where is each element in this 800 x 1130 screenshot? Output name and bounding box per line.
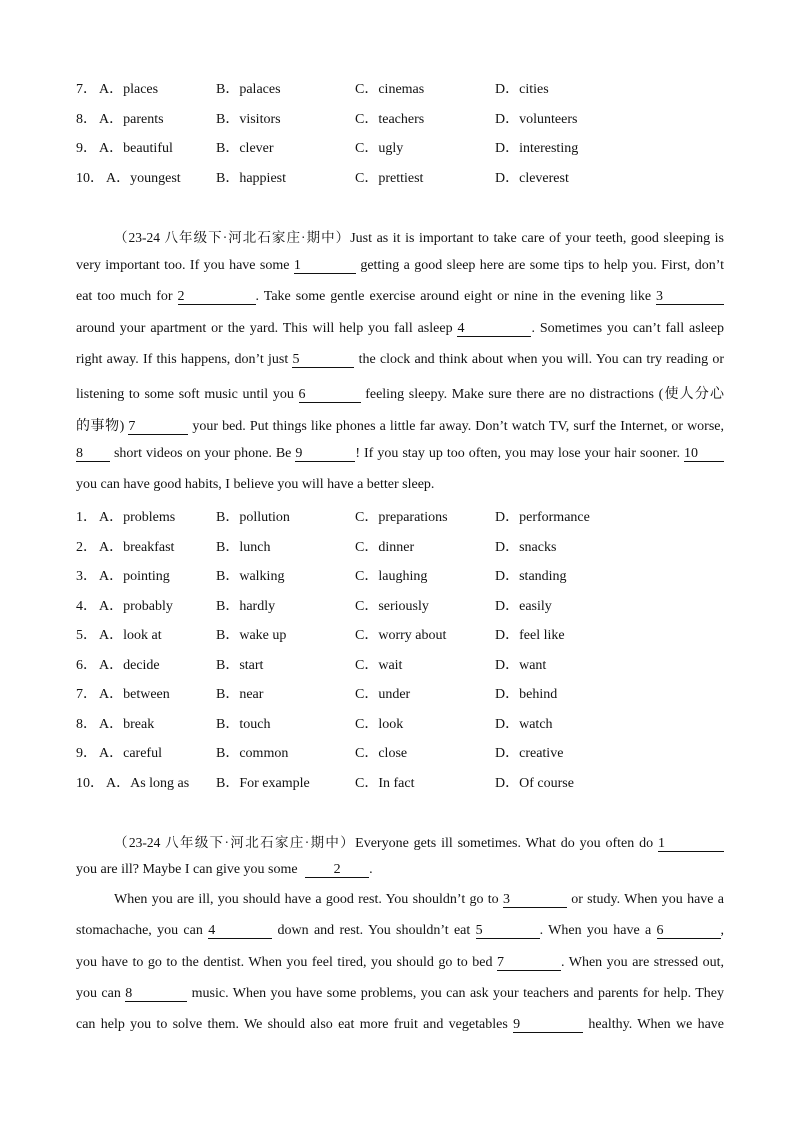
question-row bbox=[76, 595, 724, 615]
question-number: 1． bbox=[76, 510, 97, 525]
passage-line: you can have good habits, I believe you will have a better sleep. bbox=[76, 477, 435, 492]
question-number: 6． bbox=[76, 657, 97, 673]
option-c[interactable]: C．dinner bbox=[355, 539, 415, 555]
option-c[interactable]: C．under bbox=[355, 687, 411, 702]
option-b[interactable]: B．hardly bbox=[216, 598, 276, 614]
blank-6[interactable]: 6 bbox=[299, 387, 361, 403]
option-d[interactable]: D．cleverest bbox=[495, 170, 569, 186]
blank-7[interactable]: 7 bbox=[497, 955, 561, 971]
option-a[interactable]: A．break bbox=[99, 716, 155, 732]
passage-line: you are ill? Maybe I can give you some 2 . bbox=[76, 862, 373, 877]
blank-9[interactable]: 9 bbox=[513, 1017, 583, 1033]
question-number: 9． bbox=[76, 141, 97, 157]
blank-6[interactable]: 6 bbox=[657, 923, 721, 939]
option-b[interactable]: B．palaces bbox=[216, 82, 281, 97]
passage-line: （23-24 八年级下·河北石家庄·期中）Everyone gets ill sometimes. What do you often do 1 bbox=[76, 831, 724, 851]
option-a[interactable]: A．breakfast bbox=[99, 539, 175, 555]
option-b[interactable]: B．happiest bbox=[216, 170, 286, 186]
option-b[interactable]: B．clever bbox=[216, 141, 274, 157]
option-a[interactable]: A．places bbox=[99, 82, 159, 97]
question-row bbox=[76, 624, 724, 644]
option-d[interactable]: D．watch bbox=[495, 716, 553, 732]
passage-line: stomachache, you can 4 down and rest. You shouldn’t eat 5 . When you have a 6 , bbox=[76, 923, 725, 938]
question-number: 10． bbox=[76, 775, 104, 791]
passage-source: （23-24 八年级下·河北石家庄·期中） bbox=[114, 835, 356, 850]
option-a[interactable]: A．problems bbox=[99, 510, 176, 525]
option-c[interactable]: C．wait bbox=[355, 657, 403, 673]
option-c[interactable]: C．ugly bbox=[355, 141, 404, 157]
blank-9[interactable]: 9 bbox=[295, 446, 355, 462]
question-row bbox=[76, 167, 724, 187]
passage-line: you can 8 music. When you have some problems, you can ask your teachers and parents for help. They bbox=[76, 986, 725, 1001]
option-c[interactable]: C．cinemas bbox=[355, 82, 425, 97]
passage-line: eat too much for 2 . Take some gentle exercise around eight or nine in the evening like 3 bbox=[76, 289, 724, 309]
option-a[interactable]: A．careful bbox=[99, 746, 162, 761]
option-b[interactable]: B．lunch bbox=[216, 539, 271, 555]
question-number: 8． bbox=[76, 111, 97, 127]
question-row bbox=[76, 137, 724, 157]
option-d[interactable]: D．Of course bbox=[495, 775, 574, 791]
question-number: 10． bbox=[76, 170, 104, 186]
blank-3[interactable]: 3 bbox=[656, 289, 724, 305]
option-d[interactable]: D．snacks bbox=[495, 539, 557, 555]
passage-source: （23-24 八年级下·河北石家庄·期中） bbox=[114, 230, 351, 245]
passage-line: very important too. If you have some 1 getting a good sleep here are some tips to help you. First, don’t bbox=[76, 258, 725, 273]
option-d[interactable]: D．creative bbox=[495, 746, 564, 761]
blank-8[interactable]: 8 bbox=[76, 446, 110, 462]
passage-line: can help you to solve them. We should also eat more fruit and vegetables 9 healthy. When we have bbox=[76, 1017, 725, 1032]
blank-2[interactable]: 2 bbox=[305, 862, 369, 878]
blank-10[interactable]: 10 bbox=[684, 446, 724, 462]
question-row bbox=[76, 654, 724, 674]
passage-line: around your apartment or the yard. This will help you fall asleep 4 . Sometimes you can’t fall asleep bbox=[76, 321, 724, 336]
passage-line: you have to go to the dentist. When you feel tired, you should go to bed 7 . When you are stressed out, bbox=[76, 955, 725, 970]
option-a[interactable]: A．look at bbox=[99, 628, 162, 643]
blank-5[interactable]: 5 bbox=[292, 352, 354, 368]
passage-line: listening to some soft music until you 6 feeling sleepy. Make sure there are no distractions (使人分心 bbox=[76, 387, 725, 402]
option-d[interactable]: D．standing bbox=[495, 569, 567, 584]
question-number: 2． bbox=[76, 539, 97, 555]
question-row bbox=[76, 742, 724, 762]
question-row bbox=[76, 713, 724, 733]
option-d[interactable]: D．easily bbox=[495, 598, 552, 614]
option-d[interactable]: D．want bbox=[495, 657, 547, 673]
option-b[interactable]: B．For example bbox=[216, 775, 310, 791]
question-number: 9． bbox=[76, 746, 97, 761]
blank-5[interactable]: 5 bbox=[476, 923, 540, 939]
passage-line: 8 short videos on your phone. Be 9 ! If you stay up too often, you may lose your hair sooner. 10 bbox=[76, 446, 724, 466]
option-a[interactable]: A．pointing bbox=[99, 569, 170, 584]
blank-4[interactable]: 4 bbox=[457, 321, 531, 337]
option-c[interactable]: C．laughing bbox=[355, 569, 428, 584]
option-b[interactable]: B．wake up bbox=[216, 628, 287, 643]
question-number: 5． bbox=[76, 628, 97, 643]
option-c[interactable]: C．look bbox=[355, 716, 404, 732]
option-b[interactable]: B．near bbox=[216, 687, 264, 702]
blank-1[interactable]: 1 bbox=[294, 258, 356, 274]
blank-3[interactable]: 3 bbox=[503, 892, 567, 908]
question-row bbox=[76, 506, 724, 526]
passage-line: （23-24 八年级下·河北石家庄·期中）Just as it is important to take care of your teeth, good sleeping is bbox=[114, 230, 724, 246]
option-d[interactable]: D．feel like bbox=[495, 628, 565, 643]
option-b[interactable]: B．common bbox=[216, 746, 289, 761]
passage-line: right away. If this happens, don’t just 5 the clock and think about when you will. You can try reading or bbox=[76, 352, 724, 367]
option-a[interactable]: A．probably bbox=[99, 598, 173, 614]
option-d[interactable]: D．cities bbox=[495, 82, 549, 97]
option-c[interactable]: C．preparations bbox=[355, 510, 448, 525]
question-row bbox=[76, 536, 724, 556]
option-c[interactable]: C．close bbox=[355, 746, 408, 761]
blank-7[interactable]: 7 bbox=[128, 419, 188, 435]
blank-1[interactable]: 1 bbox=[658, 836, 724, 852]
option-b[interactable]: B．visitors bbox=[216, 111, 281, 127]
question-number: 7． bbox=[76, 82, 97, 97]
question-row bbox=[76, 565, 724, 585]
option-a[interactable]: A．youngest bbox=[106, 170, 181, 186]
option-b[interactable]: B．pollution bbox=[216, 510, 290, 525]
option-d[interactable]: D．behind bbox=[495, 687, 558, 702]
question-row bbox=[76, 108, 724, 128]
option-d[interactable]: D．interesting bbox=[495, 141, 579, 157]
blank-4[interactable]: 4 bbox=[208, 923, 272, 939]
option-b[interactable]: B．start bbox=[216, 657, 264, 673]
passage-line: When you are ill, you should have a good rest. You shouldn’t go to 3 or study. When you have a bbox=[114, 892, 724, 907]
passage-line: 的事物) 7 your bed. Put things like phones a little far away. Don’t watch TV, surf the Internet, or worse, bbox=[76, 419, 725, 434]
question-number: 3． bbox=[76, 569, 97, 584]
question-row bbox=[76, 78, 724, 98]
option-a[interactable]: A．parents bbox=[99, 111, 164, 127]
option-a[interactable]: A．beautiful bbox=[99, 141, 173, 157]
option-c[interactable]: C．In fact bbox=[355, 775, 415, 791]
question-row bbox=[76, 683, 724, 703]
option-c[interactable]: C．seriously bbox=[355, 598, 429, 614]
option-b[interactable]: B．touch bbox=[216, 716, 271, 732]
question-number: 7． bbox=[76, 687, 97, 702]
question-row bbox=[76, 772, 724, 792]
question-number: 8． bbox=[76, 716, 97, 732]
option-c[interactable]: C．prettiest bbox=[355, 170, 424, 186]
blank-8[interactable]: 8 bbox=[125, 986, 187, 1002]
option-a[interactable]: A．As long as bbox=[106, 775, 190, 791]
option-b[interactable]: B．walking bbox=[216, 569, 285, 584]
blank-2[interactable]: 2 bbox=[178, 289, 256, 305]
question-number: 4． bbox=[76, 598, 97, 614]
option-c[interactable]: C．worry about bbox=[355, 628, 447, 643]
option-d[interactable]: D．volunteers bbox=[495, 111, 578, 127]
option-c[interactable]: C．teachers bbox=[355, 111, 425, 127]
option-a[interactable]: A．between bbox=[99, 687, 170, 702]
option-a[interactable]: A．decide bbox=[99, 657, 160, 673]
option-d[interactable]: D．performance bbox=[495, 510, 590, 525]
